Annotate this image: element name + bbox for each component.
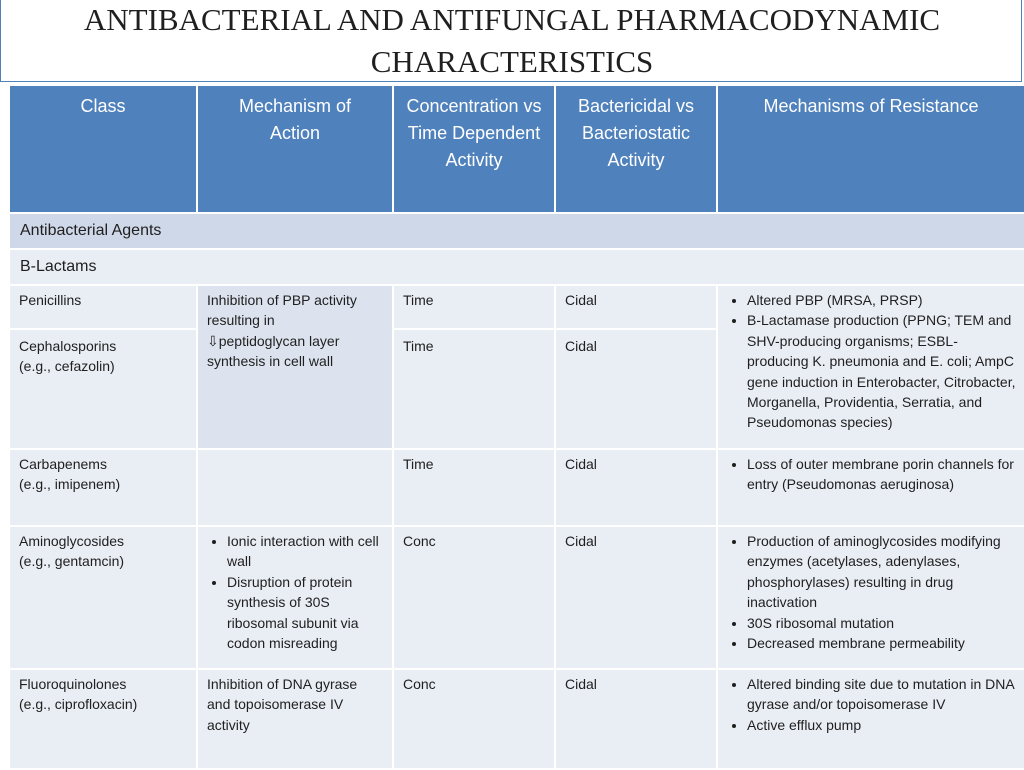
class-cell <box>9 329 197 449</box>
activity-cell <box>555 329 717 449</box>
mechanism-cell <box>197 669 393 769</box>
header-concentration-time: Concentration vs Time Dependent Activity <box>393 85 555 213</box>
mechanism-cell <box>197 285 393 449</box>
class-carbapenems: Carbapenems <box>19 456 107 472</box>
class-example: (e.g., gentamcin) <box>19 553 125 570</box>
class-aminoglycosides: Aminoglycosides <box>19 533 125 549</box>
class-cell <box>9 449 197 526</box>
mechanism-text-cont: peptidoglycan layer synthesis in cell wall <box>207 332 340 370</box>
list-item: • B-Lactamase production (PPNG; TEM and SHV-producing organisms; ESBL-producing K. pneumonia and E. coli; AmpC gene induction in Enterobacter, Citrobacter, Morganella, Providentia, Serratia, and Pseudomonas species) <box>747 310 1016 432</box>
section-row <box>9 249 1024 285</box>
dependence-value: Conc <box>403 533 436 549</box>
activity-value: Cidal <box>565 676 597 692</box>
dependence-value: Conc <box>403 676 436 692</box>
table-row <box>9 449 1024 526</box>
mechanism-text: Inhibition of PBP activity resulting in <box>207 292 357 329</box>
list-item: • Decreased membrane permeability <box>747 633 1016 653</box>
activity-value: Cidal <box>565 456 597 472</box>
dependence-cell <box>393 669 555 769</box>
activity-cell <box>555 669 717 769</box>
mechanism-cell <box>197 449 393 526</box>
dependence-cell <box>393 526 555 669</box>
resistance-list <box>727 454 1016 495</box>
activity-cell <box>555 526 717 669</box>
class-example: (e.g., cefazolin) <box>19 358 115 375</box>
resistance-cell <box>717 285 1024 449</box>
page-title-line-2: CHARACTERISTICS <box>370 44 654 79</box>
class-example: (e.g., imipenem) <box>19 476 121 493</box>
dependence-cell <box>393 329 555 449</box>
resistance-cell <box>717 669 1024 769</box>
dependence-value: Time <box>403 292 434 308</box>
class-fluoroquinolones: Fluoroquinolones <box>19 676 127 692</box>
class-penicillins: Penicillins <box>19 292 82 308</box>
resistance-list <box>727 531 1016 653</box>
class-cell <box>9 526 197 669</box>
list-item: • 30S ribosomal mutation <box>747 613 1016 633</box>
activity-value: Cidal <box>565 338 597 354</box>
table-row <box>9 526 1024 669</box>
down-arrow-icon: ⇩ <box>207 332 219 349</box>
resistance-cell <box>717 449 1024 526</box>
resistance-list <box>727 290 1016 433</box>
list-item: • Production of aminoglycosides modifying enzymes (acetylases, adenylases, phosphorylases) resulting in drug inactivation <box>747 531 1016 613</box>
section-antibacterial-agents: Antibacterial Agents <box>9 213 1024 249</box>
list-item: • Altered PBP (MRSA, PRSP) <box>747 290 1016 310</box>
mechanism-cell <box>197 526 393 669</box>
pharmacodynamics-table <box>8 84 1024 770</box>
section-b-lactams: B-Lactams <box>9 249 1024 285</box>
class-example: (e.g., ciprofloxacin) <box>19 696 138 713</box>
resistance-cell <box>717 526 1024 669</box>
table-row <box>9 669 1024 769</box>
mechanism-list <box>207 531 384 653</box>
header-mechanism: Mechanism of Action <box>197 85 393 213</box>
dependence-value: Time <box>403 338 434 354</box>
list-item: • Active efflux pump <box>747 715 1016 735</box>
activity-cell <box>555 285 717 329</box>
class-cell <box>9 669 197 769</box>
list-item: • Disruption of protein synthesis of 30S ribosomal subunit via codon misreading <box>227 572 384 654</box>
header-bactericidal-bacteriostatic: Bactericidal vs Bacteriostatic Activity <box>555 85 717 213</box>
list-item: • Loss of outer membrane porin channels for entry (Pseudomonas aeruginosa) <box>747 454 1016 495</box>
activity-cell <box>555 449 717 526</box>
section-row <box>9 213 1024 249</box>
dependence-value: Time <box>403 456 434 472</box>
header-resistance: Mechanisms of Resistance <box>717 85 1024 213</box>
list-item: • Ionic interaction with cell wall <box>227 531 384 572</box>
class-cephalosporins: Cephalosporins <box>19 338 117 354</box>
list-item: • Altered binding site due to mutation in DNA gyrase and/or topoisomerase IV <box>747 674 1016 715</box>
table-row <box>9 285 1024 329</box>
mechanism-text: Inhibition of DNA gyrase and topoisomerase IV activity <box>207 676 358 733</box>
header-class: Class <box>9 85 197 213</box>
class-cell <box>9 285 197 329</box>
resistance-list <box>727 674 1016 735</box>
page-title-line-1: ANTIBACTERIAL AND ANTIFUNGAL PHARMACODYNAMIC <box>83 2 941 37</box>
activity-value: Cidal <box>565 533 597 549</box>
header-row <box>9 85 1024 213</box>
dependence-cell <box>393 449 555 526</box>
dependence-cell <box>393 285 555 329</box>
activity-value: Cidal <box>565 292 597 308</box>
